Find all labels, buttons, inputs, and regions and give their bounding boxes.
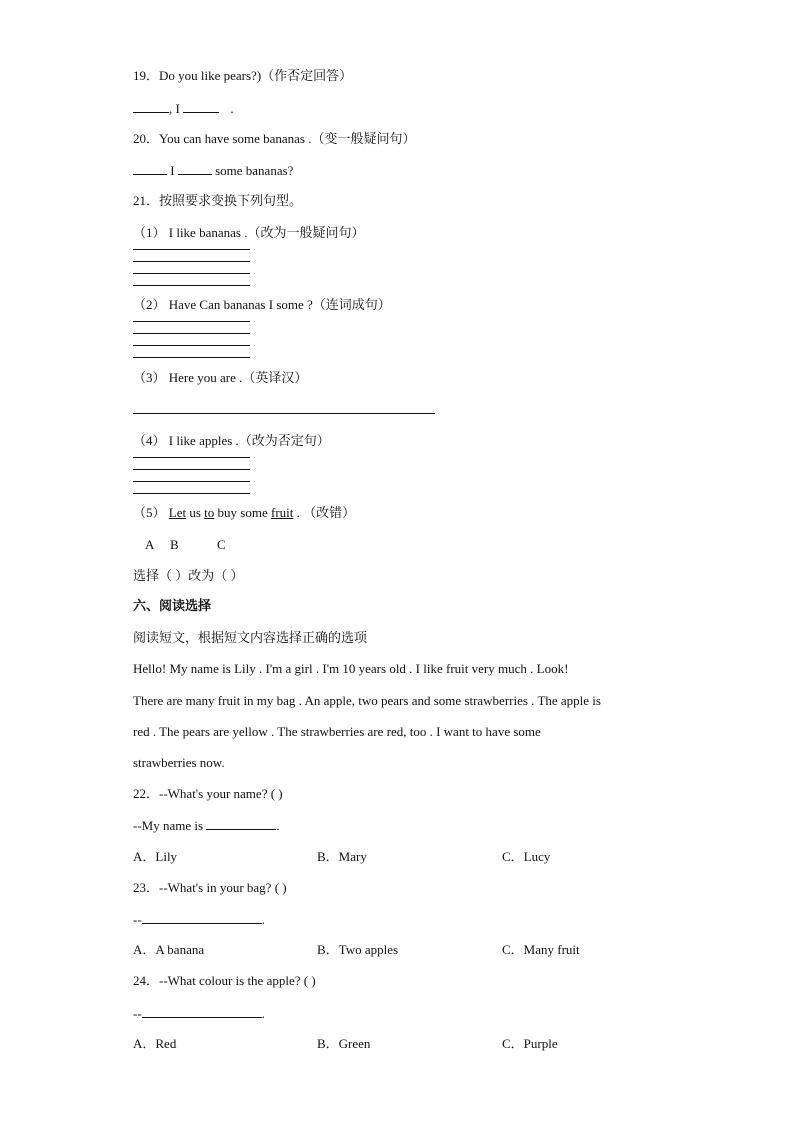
- passage-line-1: Hello! My name is Lily . I'm a girl . I'm 10 years old . I like fruit very much . Look!: [133, 661, 569, 676]
- option-b[interactable]: B．Mary: [317, 849, 367, 864]
- blank[interactable]: [178, 162, 212, 175]
- blank[interactable]: [133, 100, 169, 113]
- option-c[interactable]: C．Lucy: [502, 849, 551, 864]
- question-21-3: （3） Here you are .（英译汉）: [133, 370, 308, 385]
- section-heading: 六、阅读选择: [133, 599, 212, 614]
- answer-lines-21-2[interactable]: [133, 310, 250, 358]
- option-a[interactable]: A．Lily: [133, 849, 178, 864]
- question-21-title: 21．按照要求变换下列句型。: [133, 193, 303, 208]
- label-b: B: [170, 537, 179, 552]
- answer-24: -- .: [133, 1006, 265, 1021]
- blank[interactable]: [133, 162, 167, 175]
- option-a[interactable]: A．Red: [133, 1036, 177, 1051]
- answer-22: --My name is .: [133, 818, 280, 833]
- answer-line-21-3[interactable]: [133, 413, 435, 414]
- passage-line-3: red . The pears are yellow . The strawberries are red, too . I want to have some: [133, 724, 541, 739]
- blank[interactable]: [142, 911, 262, 924]
- question-21-4: （4） I like apples .（改为否定句）: [133, 433, 330, 448]
- answer-19: , I .: [133, 100, 234, 117]
- answer-23: -- .: [133, 912, 265, 927]
- passage-line-2: There are many fruit in my bag . An apple, two pears and some strawberries . The apple is: [133, 693, 601, 708]
- question-21-5: （5） Let us to buy some fruit . （改错）: [133, 505, 356, 520]
- label-c: C: [217, 537, 226, 552]
- option-b[interactable]: B．Green: [317, 1036, 371, 1051]
- option-c[interactable]: C．Many fruit: [502, 942, 580, 957]
- instruction: 阅读短文，根据短文内容选择正确的选项: [133, 630, 368, 645]
- answer-lines-21-4[interactable]: [133, 446, 250, 494]
- passage-line-4: strawberries now.: [133, 755, 225, 770]
- blank[interactable]: [183, 100, 219, 113]
- question-22: 22．--What's your name? ( ): [133, 786, 283, 801]
- label-a: A: [145, 537, 155, 552]
- question-19: 19．Do you like pears?)（作否定回答）: [133, 68, 353, 83]
- answer-20: I some bananas?: [133, 162, 293, 179]
- question-23: 23．--What's in your bag? ( ): [133, 880, 287, 895]
- question-21-1: （1） I like bananas .（改为一般疑问句）: [133, 225, 365, 240]
- blank[interactable]: [142, 1005, 262, 1018]
- option-b[interactable]: B．Two apples: [317, 942, 399, 957]
- question-21-2: （2） Have Can bananas I some ?（连词成句）: [133, 297, 391, 312]
- question-20: 20．You can have some bananas .（变一般疑问句）: [133, 131, 416, 146]
- answer-lines-21-1[interactable]: [133, 238, 250, 286]
- option-a[interactable]: A．A banana: [133, 942, 205, 957]
- question-24: 24．--What colour is the apple? ( ): [133, 973, 316, 988]
- choose-correct: 选择（ ）改为（ ）: [133, 568, 244, 583]
- blank[interactable]: [206, 817, 276, 830]
- option-c[interactable]: C．Purple: [502, 1036, 558, 1051]
